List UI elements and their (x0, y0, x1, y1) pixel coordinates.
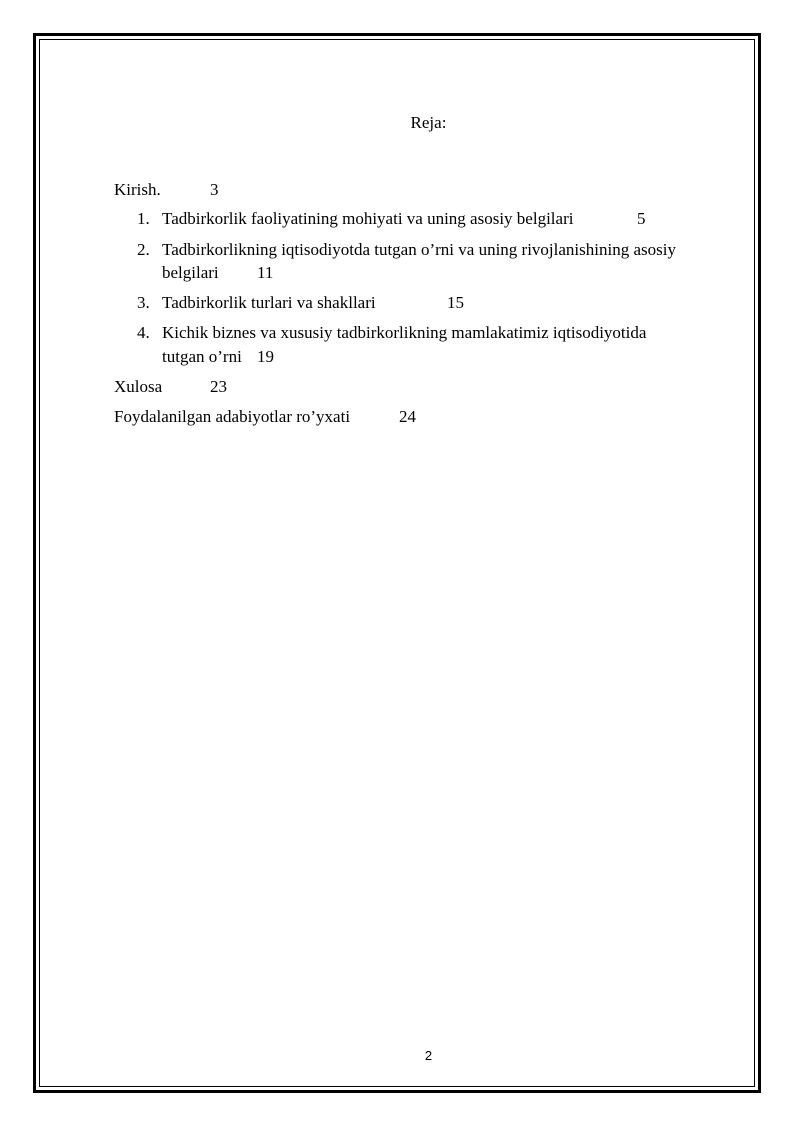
toc-entry-references (114, 406, 416, 428)
toc-item-page: 5 (637, 209, 646, 228)
toc-item-text-continued: belgilari (162, 263, 219, 282)
toc-item-number: 3. (137, 293, 150, 312)
toc-item-text-continued: tutgan o’rni (162, 347, 242, 366)
toc-item-text: Tadbirkorlik faoliyatining mohiyati va uning asosiy belgilari (162, 209, 574, 228)
toc-item-page: 11 (257, 263, 274, 282)
toc-item-text: Tadbirkorlik turlari va shakllari (162, 293, 376, 312)
toc-entry-intro (114, 179, 219, 201)
toc-item-text: Tadbirkorlikning iqtisodiyotda tutgan o’rni va uning rivojlanishining asosiy (162, 240, 676, 259)
toc-item-number: 4. (137, 323, 150, 342)
page-number: 2 (424, 1048, 433, 1063)
toc-entry-page: 3 (210, 180, 219, 199)
toc-item-page: 19 (257, 347, 274, 366)
toc-entry-label: Xulosa (114, 377, 163, 396)
toc-item-text: Kichik biznes va xususiy tadbirkorlikning mamlakatimiz iqtisodiyotida (162, 323, 647, 342)
toc-entry-page: 24 (399, 407, 416, 426)
toc-item-number: 1. (137, 209, 150, 228)
toc-entry-label: Kirish. (114, 180, 161, 199)
page-title: Reja: (410, 113, 447, 132)
toc-entry-label: Foydalanilgan adabiyotlar ro’yxati (114, 407, 351, 426)
toc-item-number: 2. (137, 240, 150, 259)
toc-entry-page: 23 (210, 377, 227, 396)
toc-item-page: 15 (447, 293, 464, 312)
toc-entry-conclusion (114, 376, 227, 398)
